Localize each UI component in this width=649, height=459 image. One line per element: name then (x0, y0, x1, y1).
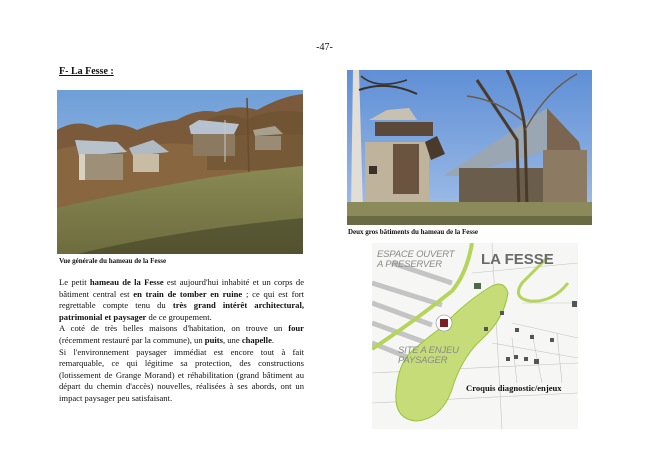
text-run: (récemment restauré par la commune), un (59, 334, 205, 345)
emphasis-text: en train de tomber en ruine (133, 288, 243, 299)
text-run: est aujourd'hui inhabité et un corps de bâtiment central est (59, 277, 305, 299)
section-title: F- La Fesse : (59, 66, 114, 77)
site-label-line2: PAYSAGER (398, 355, 448, 366)
hamlet-overview-photo (57, 90, 303, 254)
text-run: A coté de très belles maisons d'habitation, on trouve un (59, 323, 289, 334)
text-run: . (271, 334, 275, 345)
site-label (398, 346, 459, 366)
open-space-label-line2: A PRESERVER (377, 259, 442, 270)
emphasis-text: four (288, 323, 304, 334)
emphasis-text: chapelle (241, 334, 272, 345)
right-photo-caption: Deux gros bâtiments du hameau de la Fesse (348, 228, 478, 236)
emphasis-text: hameau de la Fesse (89, 277, 164, 287)
open-space-label-line1: ESPACE OUVERT (377, 249, 455, 260)
page-number: -47- (316, 42, 333, 53)
text-run: Le petit (59, 277, 90, 287)
text-run: de ce groupement. (146, 311, 212, 322)
open-space-label (377, 250, 454, 270)
left-photo-caption: Vue générale du hameau de la Fesse (59, 257, 167, 265)
body-text (59, 277, 304, 405)
paragraph-3 (59, 347, 304, 405)
text-run: ; ce qui est fort regrettable compte tenu du (59, 288, 304, 311)
paragraph-1 (59, 277, 304, 323)
text-run: , une (222, 334, 242, 345)
diagnostic-sketch-map (372, 243, 578, 429)
site-label-line1: SITE A ENJEU (398, 345, 459, 356)
paragraph-2 (59, 323, 304, 346)
emphasis-text: puits (204, 334, 223, 345)
two-buildings-photo (347, 70, 592, 225)
emphasis-text: très grand intérêt architectural, patrimonial et paysager (59, 300, 305, 322)
map-caption: Croquis diagnostic/enjeux (466, 383, 562, 393)
map-title: LA FESSE (481, 251, 554, 268)
text-run: Si l'environnement paysager immédiat est encore tout à fait remarquable, ce qui légitime sa protection, des constructions (lotissement de Grange Morand) et réhabilitation (grand bâtiment au départ du chemin d'accès) nouvelles, réalisées à ses abords, ont un impact paysager peu satisfaisant. (59, 346, 304, 403)
